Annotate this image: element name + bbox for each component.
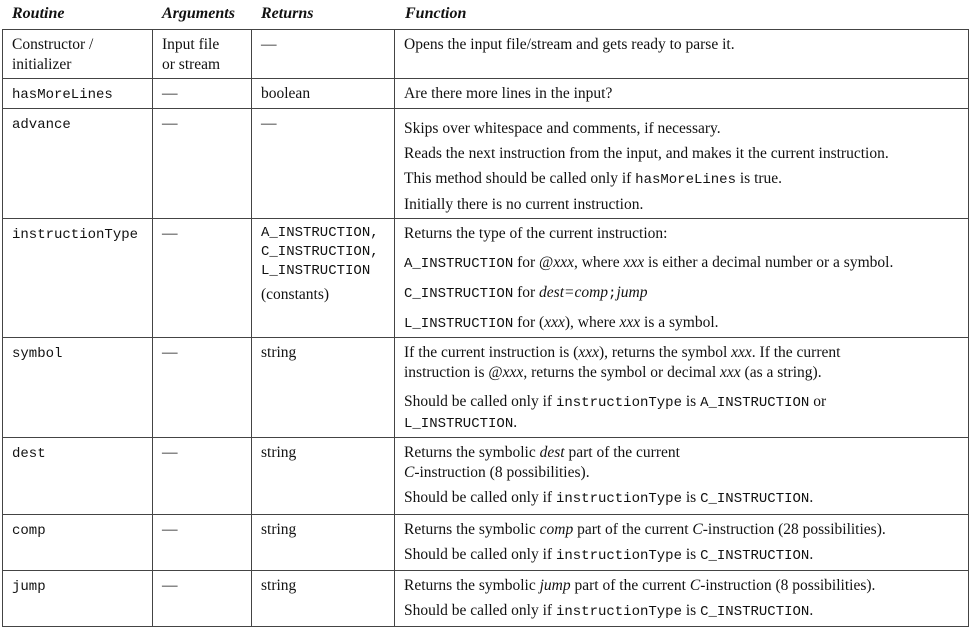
routine-cell bbox=[3, 338, 153, 438]
returns-value: string bbox=[261, 521, 297, 538]
arguments-line1: Input file bbox=[162, 36, 220, 53]
arguments-value: — bbox=[162, 225, 178, 242]
arguments-cell bbox=[153, 30, 252, 79]
arguments-value: — bbox=[162, 521, 178, 538]
routine-name: comp bbox=[12, 523, 46, 539]
function-cell bbox=[395, 79, 969, 109]
function-line: C_INSTRUCTION for dest=comp;jump bbox=[404, 284, 648, 302]
function-line: Should be called only if instructionType is C_INSTRUCTION. bbox=[404, 546, 814, 564]
arguments-cell bbox=[153, 79, 252, 109]
function-line: Skips over whitespace and comments, if necessary. bbox=[404, 120, 721, 137]
routine-name-line2: initializer bbox=[12, 56, 72, 73]
routine-cell bbox=[3, 515, 153, 571]
header-function: Function bbox=[405, 5, 467, 22]
function-cell bbox=[395, 571, 969, 627]
returns-value: string bbox=[261, 444, 297, 461]
table-row-symbol bbox=[3, 338, 969, 438]
returns-value: — bbox=[261, 115, 277, 132]
header-returns: Returns bbox=[261, 5, 314, 22]
table-row-constructor bbox=[3, 30, 969, 79]
arguments-value: — bbox=[162, 85, 178, 102]
returns-value: string bbox=[261, 577, 297, 594]
returns-constant: C_INSTRUCTION, bbox=[261, 244, 379, 260]
returns-cell bbox=[252, 338, 395, 438]
function-cell bbox=[395, 30, 969, 79]
routine-name: hasMoreLines bbox=[12, 87, 113, 103]
function-line: A_INSTRUCTION for @xxx, where xxx is either a decimal number or a symbol. bbox=[404, 254, 894, 272]
arguments-cell bbox=[153, 219, 252, 338]
routine-cell bbox=[3, 571, 153, 627]
function-description: Are there more lines in the input? bbox=[404, 85, 613, 102]
returns-value: boolean bbox=[261, 85, 311, 102]
function-cell bbox=[395, 338, 969, 438]
header-arguments: Arguments bbox=[162, 5, 235, 22]
returns-cell bbox=[252, 79, 395, 109]
returns-cell bbox=[252, 30, 395, 79]
function-cell bbox=[395, 438, 969, 515]
function-description: Opens the input file/stream and gets ready to parse it. bbox=[404, 36, 735, 53]
routine-name-line1: Constructor / bbox=[12, 36, 94, 53]
routine-cell bbox=[3, 79, 153, 109]
function-line: Should be called only if instructionType is C_INSTRUCTION. bbox=[404, 489, 814, 507]
routine-cell bbox=[3, 438, 153, 515]
returns-constant: L_INSTRUCTION bbox=[261, 263, 371, 279]
returns-constant: A_INSTRUCTION, bbox=[261, 225, 379, 241]
function-line: Should be called only if instructionType is A_INSTRUCTION or bbox=[404, 393, 827, 411]
arguments-cell bbox=[153, 109, 252, 219]
api-table bbox=[2, 29, 969, 627]
routine-cell bbox=[3, 30, 153, 79]
function-line: Returns the type of the current instruction: bbox=[404, 225, 668, 242]
routine-name: instructionType bbox=[12, 227, 139, 243]
table-row-instructiontype bbox=[3, 219, 969, 338]
arguments-cell bbox=[153, 438, 252, 515]
returns-value: — bbox=[261, 36, 277, 53]
function-line: Returns the symbolic comp part of the current C-instruction (28 possibilities). bbox=[404, 521, 886, 538]
arguments-cell bbox=[153, 338, 252, 438]
function-line: If the current instruction is (xxx), returns the symbol xxx. If the current bbox=[404, 344, 841, 361]
routine-cell bbox=[3, 109, 153, 219]
arguments-value: — bbox=[162, 444, 178, 461]
function-line: C-instruction (8 possibilities). bbox=[404, 464, 590, 481]
function-cell bbox=[395, 109, 969, 219]
returns-note: (constants) bbox=[261, 286, 330, 303]
arguments-cell bbox=[153, 571, 252, 627]
function-line: Should be called only if instructionType is C_INSTRUCTION. bbox=[404, 602, 814, 620]
routine-name: dest bbox=[12, 446, 46, 462]
returns-cell bbox=[252, 571, 395, 627]
arguments-value: — bbox=[162, 344, 178, 361]
returns-cell bbox=[252, 219, 395, 338]
table-row-hasmorelines bbox=[3, 79, 969, 109]
routine-name: jump bbox=[12, 579, 46, 595]
header-routine: Routine bbox=[12, 5, 65, 22]
function-line: L_INSTRUCTION. bbox=[404, 414, 518, 432]
table-row-comp bbox=[3, 515, 969, 571]
function-line: This method should be called only if hasMoreLines is true. bbox=[404, 170, 783, 188]
function-line: instruction is @xxx, returns the symbol or decimal xxx (as a string). bbox=[404, 364, 822, 381]
routine-cell bbox=[3, 219, 153, 338]
returns-value: string bbox=[261, 344, 297, 361]
function-line: Returns the symbolic jump part of the current C-instruction (8 possibilities). bbox=[404, 577, 876, 594]
routine-name: symbol bbox=[12, 346, 63, 362]
function-line: Reads the next instruction from the input, and makes it the current instruction. bbox=[404, 145, 889, 162]
function-line: Returns the symbolic dest part of the current bbox=[404, 444, 680, 461]
table-row-jump bbox=[3, 571, 969, 627]
arguments-value: — bbox=[162, 577, 178, 594]
function-cell bbox=[395, 515, 969, 571]
returns-cell bbox=[252, 515, 395, 571]
returns-cell bbox=[252, 438, 395, 515]
function-line: Initially there is no current instruction. bbox=[404, 196, 644, 213]
arguments-cell bbox=[153, 515, 252, 571]
function-cell bbox=[395, 219, 969, 338]
function-line: L_INSTRUCTION for (xxx), where xxx is a symbol. bbox=[404, 314, 719, 332]
routine-name: advance bbox=[12, 117, 71, 133]
arguments-line2: or stream bbox=[162, 56, 221, 73]
returns-cell bbox=[252, 109, 395, 219]
table-row-dest bbox=[3, 438, 969, 515]
arguments-value: — bbox=[162, 115, 178, 132]
table-row-advance bbox=[3, 109, 969, 219]
